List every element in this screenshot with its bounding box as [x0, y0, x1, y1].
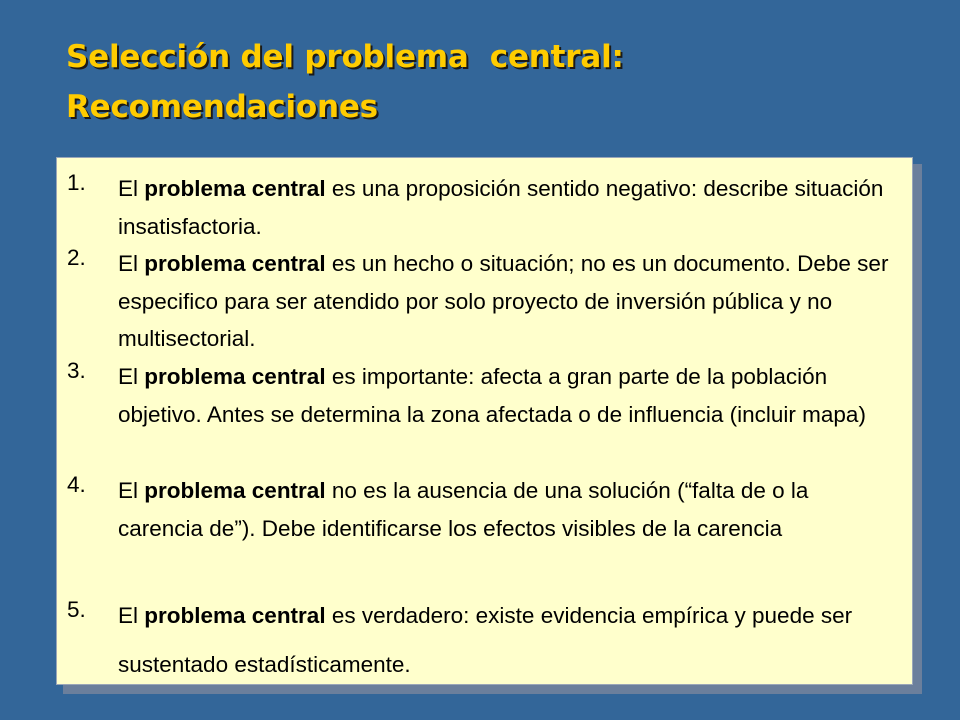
list-item-prefix: El [118, 251, 145, 276]
list-item-body: no es la ausencia de una solución (“falta de o la carencia de”). Debe identificarse los efectos visibles de la carencia [118, 478, 809, 541]
list-item-text [118, 591, 898, 689]
list-item-text [118, 358, 898, 433]
list-item-keyword: problema central [144, 603, 326, 628]
list-item-prefix: El [118, 478, 145, 503]
list-item-text [118, 170, 898, 245]
list-item-number: 3. [67, 358, 86, 383]
list-item-keyword: problema central [144, 364, 326, 389]
slide-title-line-1: Selección del problema central: [66, 39, 624, 75]
list-item-body: es un hecho o situación; no es un documento. Debe ser especifico para ser atendido por solo proyecto de inversión pública y no multisectorial. [118, 251, 889, 351]
list-item-body: es importante: afecta a gran parte de la población objetivo. Antes se determina la zona afectada o de influencia (incluir mapa) [118, 364, 866, 427]
content-box [56, 157, 913, 685]
list-item-text [118, 472, 898, 547]
list-item-number: 4. [67, 472, 86, 497]
list-item-number: 5. [67, 597, 86, 622]
list-item-number: 1. [67, 170, 86, 195]
list-item-keyword: problema central [144, 251, 326, 276]
list-item-number: 2. [67, 245, 86, 270]
list-item-prefix: El [118, 364, 145, 389]
list-item-keyword: problema central [144, 478, 326, 503]
slide-title-line-2: Recomendaciones [66, 89, 378, 125]
list-item-prefix: El [118, 603, 145, 628]
list-item-text [118, 245, 898, 358]
slide-title [66, 32, 926, 132]
list-item-keyword: problema central [144, 176, 326, 201]
list-item-prefix: El [118, 176, 145, 201]
list-item-body: es una proposición sentido negativo: describe situación insatisfactoria. [118, 176, 884, 239]
list-item-body: es verdadero: existe evidencia empírica y puede ser sustentado estadísticamente. [118, 603, 853, 677]
